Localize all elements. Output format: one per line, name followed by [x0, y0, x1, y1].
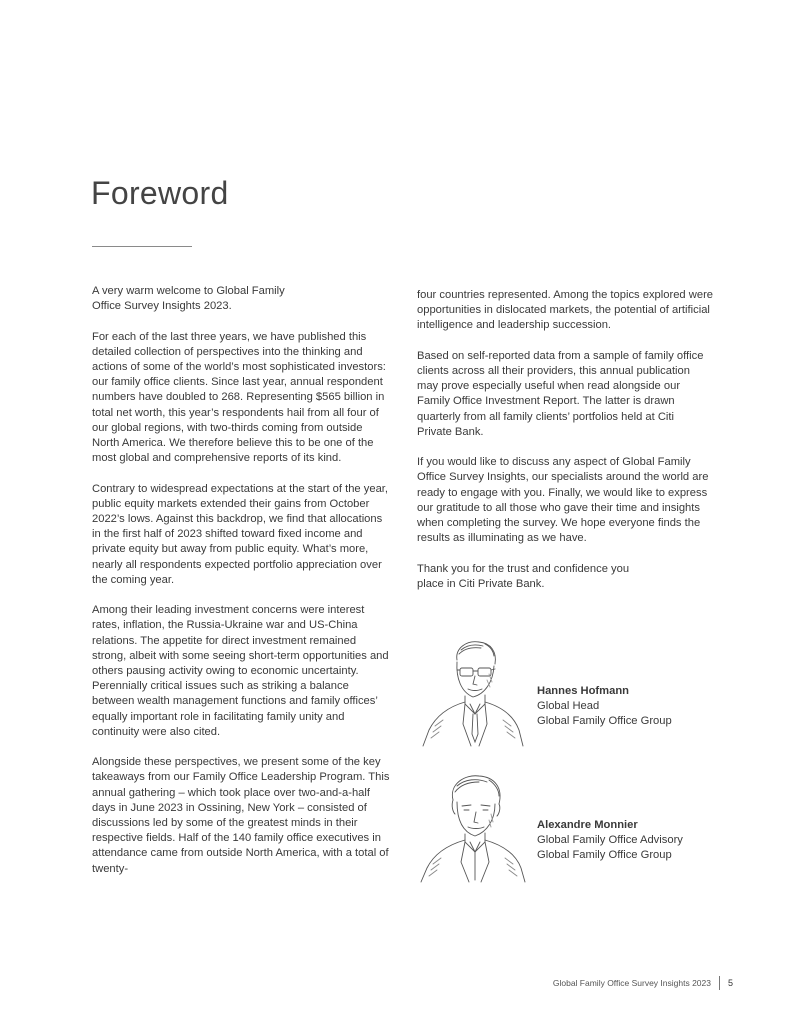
- signatory-block: [415, 770, 725, 890]
- left-column: [92, 284, 390, 892]
- title-divider: [92, 246, 192, 247]
- portrait-sketch-icon: [415, 770, 535, 888]
- paragraph: Alongside these perspectives, we present some of the key takeaways from our Family Office Leadership Program. This annual gathering – which took place over two-and-a-half days in June 2023 in Ossining, New York – consisted of discussions led by some of the greatest minds in their respective fields. Half of the 140 family office executives in attendance came from outside North America, with a total of twenty-: [92, 756, 390, 875]
- signatory-role: Global Head: [537, 700, 600, 713]
- publication-title: Global Family Office Survey Insights 2023: [552, 978, 711, 988]
- page-number: 5: [727, 978, 733, 988]
- page-title: Foreword: [91, 175, 229, 211]
- paragraph: A very warm welcome to Global Family Office Survey Insights 2023.: [92, 285, 285, 313]
- signatory-group: Global Family Office Group: [537, 849, 672, 862]
- portrait-sketch-icon: [415, 634, 535, 752]
- page-footer: [553, 976, 733, 990]
- paragraph: Contrary to widespread expectations at the start of the year, public equity markets extended their gains from October 2022’s lows. Against this backdrop, we find that allocations in the first half of 2023 shifted toward fixed income and private equity but away from public equity. What’s more, nearly all respondents expected portfolio appreciation over the coming year.: [92, 482, 389, 586]
- signatory-role: Global Family Office Advisory: [537, 834, 683, 847]
- signatory-name: Hannes Hofmann: [537, 685, 629, 697]
- signatory-name: Alexandre Monnier: [537, 819, 638, 831]
- signatory-group: Global Family Office Group: [537, 715, 672, 728]
- paragraph: Thank you for the trust and confidence you place in Citi Private Bank.: [417, 562, 630, 590]
- paragraph: Based on self-reported data from a sample of family office clients across all their providers, this annual publication may prove especially useful when read alongside our Family Office Investment Report. The latter is drawn quarterly from all family clients’ portfolios held at Citi Private Bank.: [417, 349, 704, 438]
- paragraph: four countries represented. Among the topics explored were opportunities in dislocated markets, the potential of artificial intelligence and leadership succession.: [417, 289, 714, 332]
- right-column: [417, 288, 719, 607]
- footer-divider: [719, 976, 720, 990]
- signatory-block: [415, 634, 725, 754]
- signatory-details: [537, 818, 683, 864]
- signatory-details: [537, 684, 672, 730]
- paragraph: If you would like to discuss any aspect of Global Family Office Survey Insights, our specialists around the world are ready to engage with you. Finally, we would like to express our gratitude to all those who gave their time and insights when completing the survey. We hope everyone finds the results as illuminating as we have.: [417, 456, 709, 545]
- paragraph: For each of the last three years, we have published this detailed collection of perspectives into the thinking and actions of some of the world’s most sophisticated investors: our family office clients. Since last year, annual respondent numbers have doubled to 268. Representing $565 billion in total net worth, this year’s respondents hail from all four of our global regions, with two-thirds coming from outside North America. We therefore believe this to be one of the most global and comprehensive reports of its kind.: [92, 330, 386, 465]
- paragraph: Among their leading investment concerns were interest rates, inflation, the Russia-Ukraine war and US-China relations. The appetite for direct investment remained strong, albeit with some seeing short-term opportunities and others pausing activity owing to economic uncertainty. Perennially critical issues such as striking a balance between wealth management functions and family offices’ equally important role in facilitating family unity and continuity were also cited.: [92, 604, 389, 738]
